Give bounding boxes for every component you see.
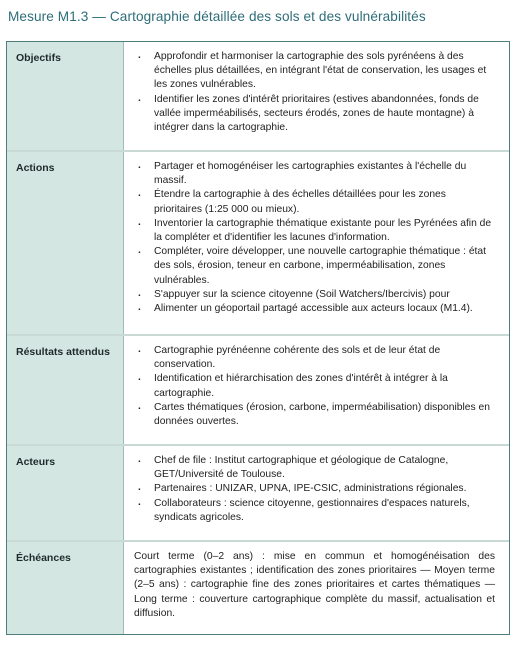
list-item: . Partenaires : UNIZAR, UPNA, IPE-CSIC, administrations régionales.	[134, 482, 495, 496]
list-item: . Alimenter un géoportail partagé accessible aux acteurs locaux (M1.4).	[134, 302, 495, 316]
row-echeances	[7, 542, 509, 634]
row-resultats-attendus	[7, 336, 509, 444]
list-item: . Chef de file : Institut cartographique et géologique de Catalogne, GET/Université de Toulouse.	[134, 454, 495, 482]
measure-table	[6, 41, 510, 635]
list-item: . Collaborateurs : science citoyenne, gestionnaires d'espaces naturels, syndicats agricoles.	[134, 497, 495, 525]
list-item: . S'appuyer sur la science citoyenne (Soil Watchers/Ibercivis) pour	[134, 288, 495, 302]
row-content	[123, 446, 509, 540]
row-objectifs	[7, 42, 509, 150]
list-item: . Cartographie pyrénéenne cohérente des sols et de leur état de conservation.	[134, 344, 495, 372]
list-item: . Étendre la cartographie à des échelles détaillées pour les zones prioritaires (1:25 000 ou mieux).	[134, 188, 495, 216]
row-content	[123, 542, 509, 634]
row-content	[123, 152, 509, 334]
list-item: . Compléter, voire développer, une nouvelle cartographie thématique : état des sols, érosion, teneur en carbone, imperméabilisation, zones vulnérables.	[134, 245, 495, 288]
row-acteurs	[7, 446, 509, 540]
list-item: . Identifier les zones d'intérêt prioritaires (estives abandonnées, fonds de vallée imperméabilisés, secteurs érodés, zones de haute montagne) à intégrer dans la cartographie.	[134, 93, 495, 136]
row-label: Échéances	[7, 542, 123, 634]
row-content	[123, 42, 509, 150]
list-item: . Partager et homogénéiser les cartographies existantes à l'échelle du massif.	[134, 160, 495, 188]
list-item: . Approfondir et harmoniser la cartographie des sols pyrénéens à des échelles plus détaillées, en intégrant l'état de conservation, les usages et les zones vulnérables.	[134, 50, 495, 93]
row-label: Actions	[7, 152, 123, 334]
row-content	[123, 336, 509, 444]
row-label: Acteurs	[7, 446, 123, 540]
list-item: . Cartes thématiques (érosion, carbone, imperméabilisation) disponibles en données ouvertes.	[134, 401, 495, 429]
row-label: Résultats attendus	[7, 336, 123, 444]
page-title: Mesure M1.3 — Cartographie détaillée des sols et des vulnérabilités	[8, 9, 426, 24]
list-item: . Identification et hiérarchisation des zones d'intérêt à intégrer à la cartographie.	[134, 372, 495, 400]
row-label: Objectifs	[7, 42, 123, 150]
timeline-text: Court terme (0–2 ans) : mise en commun et homogénéisation des cartographies existantes ; identification des zones prioritaires — Moyen terme (2–5 ans) : cartographie fine des zones prioritaires et cartes thématiques — Long terme : couverture cartographique complète du massif, actualisation et diffusion.	[134, 551, 495, 619]
row-actions	[7, 152, 509, 334]
list-item: . Inventorier la cartographie thématique existante pour les Pyrénées afin de la compléter et d'identifier les lacunes d'information.	[134, 217, 495, 245]
